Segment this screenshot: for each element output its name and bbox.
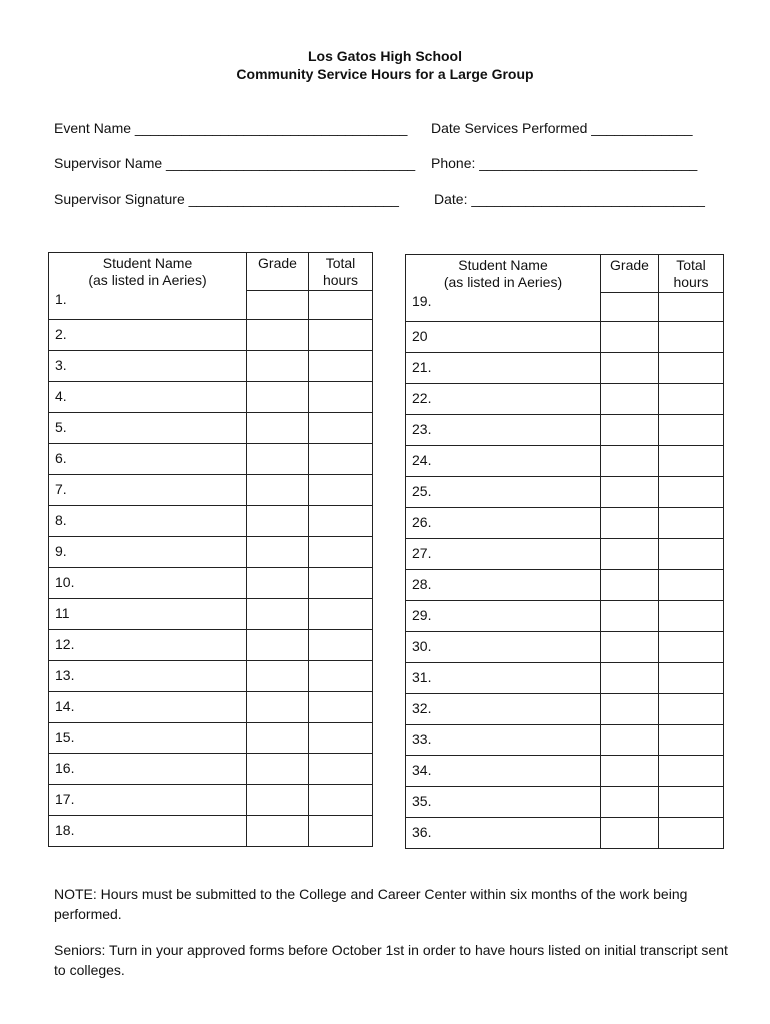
hours-cell[interactable] [659, 446, 724, 477]
grade-cell[interactable] [601, 818, 659, 849]
table-row [49, 723, 373, 754]
student-name-header [49, 253, 247, 320]
hours-cell[interactable] [309, 723, 373, 754]
grade-cell[interactable] [247, 816, 309, 847]
row-number[interactable]: 31. [406, 663, 601, 694]
grade-label: Grade [258, 255, 297, 271]
row-number[interactable]: 32. [406, 694, 601, 725]
table-header-row [406, 255, 724, 293]
table-row [406, 818, 724, 849]
table-row [406, 756, 724, 787]
grade-cell[interactable] [601, 725, 659, 756]
hours-cell[interactable] [659, 570, 724, 601]
table-row [406, 539, 724, 570]
hours-cell[interactable] [659, 292, 724, 321]
supervisor-signature-field[interactable]: Supervisor Signature ___________________________ [54, 191, 399, 207]
phone-field[interactable]: Phone: ____________________________ [431, 155, 698, 171]
grade-cell[interactable] [247, 351, 309, 382]
seniors-note-text: Seniors: Turn in your approved forms before October 1st in order to have hours listed on initial transcript sent to colleges. [54, 942, 728, 978]
hours-cell[interactable] [309, 630, 373, 661]
hours-cell[interactable] [309, 444, 373, 475]
table-row [49, 568, 373, 599]
hours-cell[interactable] [659, 787, 724, 818]
grade-cell[interactable] [247, 568, 309, 599]
grade-cell[interactable] [601, 384, 659, 415]
grade-cell[interactable] [601, 756, 659, 787]
table-row [406, 787, 724, 818]
school-name: Los Gatos High School [307, 48, 462, 64]
hours-cell[interactable] [659, 508, 724, 539]
hours-cell[interactable] [309, 475, 373, 506]
hours-cell[interactable] [309, 382, 373, 413]
table-row [49, 320, 373, 351]
table-row [49, 506, 373, 537]
hours-cell[interactable] [659, 539, 724, 570]
hours-cell[interactable] [309, 506, 373, 537]
grade-cell[interactable] [601, 292, 659, 321]
date-field[interactable]: Date: ______________________________ [434, 191, 705, 207]
table-row [49, 754, 373, 785]
event-name-field[interactable]: Event Name ___________________________________ [54, 120, 408, 136]
row-number[interactable]: 5. [49, 413, 247, 444]
student-table-left [48, 252, 373, 847]
grade-cell[interactable] [601, 477, 659, 508]
table-row [406, 353, 724, 384]
date-services-field[interactable]: Date Services Performed _____________ [431, 120, 693, 136]
hours-cell[interactable] [309, 290, 373, 319]
hours-cell[interactable] [659, 601, 724, 632]
grade-cell[interactable] [247, 382, 309, 413]
row-number[interactable]: 16. [49, 754, 247, 785]
grade-cell[interactable] [247, 320, 309, 351]
table-row [49, 351, 373, 382]
hours-cell[interactable] [309, 320, 373, 351]
hours-cell[interactable] [309, 816, 373, 847]
total-label: Total [325, 255, 356, 271]
hours-cell[interactable] [309, 568, 373, 599]
grade-cell[interactable] [247, 290, 309, 319]
student-name-label: Student Name [458, 257, 548, 273]
row-number[interactable]: 20 [406, 322, 601, 353]
grade-cell[interactable] [601, 446, 659, 477]
row-number[interactable]: 4. [49, 382, 247, 413]
grade-cell[interactable] [247, 661, 309, 692]
grade-cell[interactable] [601, 539, 659, 570]
row-number[interactable]: 7. [49, 475, 247, 506]
row-number[interactable]: 22. [406, 384, 601, 415]
row-number[interactable]: 18. [49, 816, 247, 847]
student-name-header [406, 255, 601, 322]
row-number[interactable]: 28. [406, 570, 601, 601]
row-number[interactable]: 6. [49, 444, 247, 475]
row-number[interactable]: 27. [406, 539, 601, 570]
hours-label: hours [673, 274, 709, 290]
hours-cell[interactable] [659, 756, 724, 787]
table-row [406, 322, 724, 353]
supervisor-name-field[interactable]: Supervisor Name ________________________________ [54, 155, 416, 171]
table-row [49, 444, 373, 475]
hours-cell[interactable] [309, 413, 373, 444]
hours-cell[interactable] [659, 725, 724, 756]
grade-cell[interactable] [247, 630, 309, 661]
hours-cell[interactable] [309, 692, 373, 723]
hours-cell[interactable] [309, 599, 373, 630]
row-number[interactable]: 17. [49, 785, 247, 816]
table-row [49, 692, 373, 723]
grade-header [601, 255, 659, 293]
table-row [49, 382, 373, 413]
grade-cell[interactable] [601, 353, 659, 384]
total-label: Total [676, 257, 706, 273]
grade-cell[interactable] [247, 692, 309, 723]
row-number[interactable]: 26. [406, 508, 601, 539]
row-number[interactable]: 14. [49, 692, 247, 723]
row-number: 1. [55, 291, 67, 307]
hours-cell[interactable] [659, 694, 724, 725]
hours-cell[interactable] [659, 322, 724, 353]
hours-cell[interactable] [659, 663, 724, 694]
total-hours-header [659, 255, 724, 293]
table-row [49, 661, 373, 692]
table-row [49, 475, 373, 506]
table-row [406, 663, 724, 694]
row-number[interactable]: 21. [406, 353, 601, 384]
row-number[interactable]: 3. [49, 351, 247, 382]
row-number[interactable]: 33. [406, 725, 601, 756]
student-name-label: Student Name [102, 255, 193, 271]
grade-cell[interactable] [601, 694, 659, 725]
grade-cell[interactable] [601, 601, 659, 632]
table-row [49, 599, 373, 630]
hours-cell[interactable] [659, 415, 724, 446]
hours-cell[interactable] [659, 632, 724, 663]
grade-cell[interactable] [601, 415, 659, 446]
hours-cell[interactable] [659, 818, 724, 849]
row-number[interactable]: 12. [49, 630, 247, 661]
grade-header [247, 253, 309, 291]
table-header-row [49, 253, 373, 291]
total-hours-header [309, 253, 373, 291]
grade-cell[interactable] [601, 322, 659, 353]
grade-cell[interactable] [601, 570, 659, 601]
table-row [49, 537, 373, 568]
row-number[interactable]: 25. [406, 477, 601, 508]
table-row [406, 725, 724, 756]
as-listed-label: (as listed in Aeries) [88, 272, 207, 288]
row-number[interactable]: 29. [406, 601, 601, 632]
row-number[interactable]: 15. [49, 723, 247, 754]
grade-cell[interactable] [247, 785, 309, 816]
grade-label: Grade [610, 257, 649, 273]
table-row [406, 384, 724, 415]
student-table-right [405, 254, 724, 849]
grade-cell[interactable] [247, 413, 309, 444]
grade-cell[interactable] [601, 508, 659, 539]
table-row [406, 508, 724, 539]
table-row [406, 694, 724, 725]
grade-cell[interactable] [247, 723, 309, 754]
row-number[interactable]: 23. [406, 415, 601, 446]
row-number[interactable]: 34. [406, 756, 601, 787]
row-number[interactable]: 8. [49, 506, 247, 537]
row-number[interactable]: 30. [406, 632, 601, 663]
row-number[interactable]: 11 [49, 599, 247, 630]
table-row [406, 601, 724, 632]
hours-label: hours [322, 272, 359, 288]
hours-cell[interactable] [309, 661, 373, 692]
grade-cell[interactable] [247, 475, 309, 506]
table-row [406, 477, 724, 508]
hours-cell[interactable] [659, 353, 724, 384]
row-number[interactable]: 35. [406, 787, 601, 818]
row-number[interactable]: 36. [406, 818, 601, 849]
grade-cell[interactable] [247, 537, 309, 568]
table-row [406, 446, 724, 477]
hours-cell[interactable] [309, 351, 373, 382]
table-row [406, 415, 724, 446]
row-number[interactable]: 10. [49, 568, 247, 599]
row-number: 19. [412, 293, 432, 309]
row-number[interactable]: 13. [49, 661, 247, 692]
row-number[interactable]: 2. [49, 320, 247, 351]
as-listed-label: (as listed in Aeries) [443, 274, 563, 290]
grade-cell[interactable] [601, 787, 659, 818]
table-row [49, 630, 373, 661]
grade-cell[interactable] [247, 444, 309, 475]
table-row [406, 570, 724, 601]
hours-cell[interactable] [309, 537, 373, 568]
grade-cell[interactable] [247, 754, 309, 785]
form-title: Community Service Hours for a Large Group [236, 66, 534, 82]
grade-cell[interactable] [247, 506, 309, 537]
grade-cell[interactable] [601, 663, 659, 694]
hours-cell[interactable] [309, 754, 373, 785]
note-text: NOTE: Hours must be submitted to the College and Career Center within six months of the work being performed. [54, 886, 688, 922]
table-row [49, 785, 373, 816]
grade-cell[interactable] [247, 599, 309, 630]
row-number[interactable]: 9. [49, 537, 247, 568]
grade-cell[interactable] [601, 632, 659, 663]
row-number[interactable]: 24. [406, 446, 601, 477]
hours-cell[interactable] [659, 477, 724, 508]
hours-cell[interactable] [659, 384, 724, 415]
table-row [49, 413, 373, 444]
table-row [406, 632, 724, 663]
table-row [49, 816, 373, 847]
hours-cell[interactable] [309, 785, 373, 816]
